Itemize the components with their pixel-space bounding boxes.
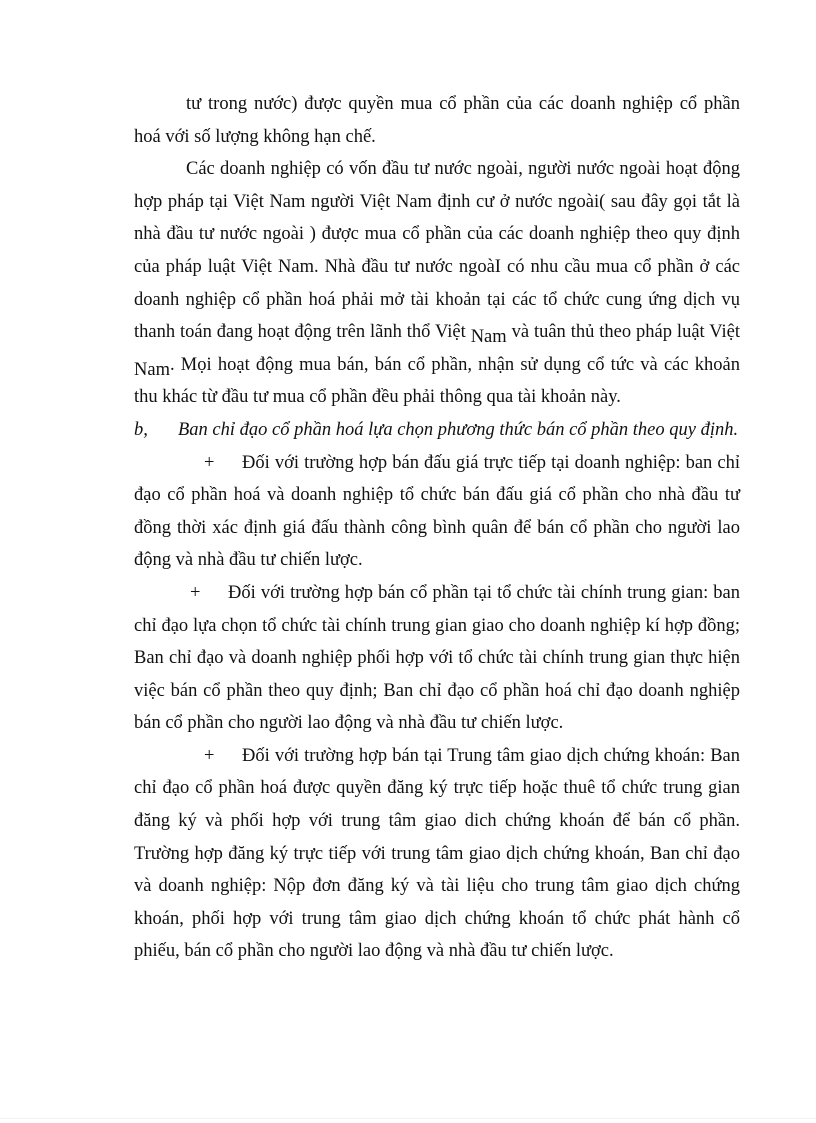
subheading-b	[134, 414, 740, 447]
paragraph-text: tư trong nước) được quyền mua cổ phần của các doanh nghiệp cổ phần hoá với số lượng không hạn chế.	[134, 94, 740, 147]
paragraph-text: . Mọi hoạt động mua bán, bán cổ phần, nhận sử dụng cổ tức và các khoản thu khác từ đầu tư mua cổ phần đều phải thông qua tài khoản này.	[134, 354, 740, 408]
bullet-text: Đối với trường hợp bán tại Trung tâm giao dịch chứng khoán: Ban chỉ đạo cổ phần hoá được quyền đăng ký trực tiếp hoặc thuê tổ chức trung gian đăng ký và phối hợp với trung tâm giao dich chứng khoán để bán cổ phần. Trường hợp đăng ký trực tiếp với trung tâm giao dịch chứng khoán, Ban chỉ đạo và doanh nghiệp: Nộp đơn đăng ký và tài liệu cho trung tâm giao dịch chứng khoán, phối hợp với trung tâm giao dịch chứng khoán tổ chức phát hành cổ phiếu, bán cổ phần cho người lao động và nhà đầu tư chiến lược.	[134, 745, 740, 962]
bullet-securities-center	[134, 740, 740, 968]
page-bottom-edge	[0, 1118, 816, 1119]
country-name-lowered: Nam	[134, 359, 170, 380]
country-name-lowered: Nam	[470, 327, 507, 348]
subheading-label: b,	[134, 419, 148, 440]
paragraph-text: và tuân thủ theo pháp luật Việt	[506, 322, 740, 343]
subheading-text: Ban chỉ đạo cổ phần hoá lựa chọn phương thức bán cổ phần theo quy định.	[178, 419, 739, 440]
plus-bullet: +	[204, 452, 215, 473]
paragraph-text: Các doanh nghiệp có vốn đầu tư nước ngoài, người nước ngoài hoạt động hợp pháp tại Việt Nam người Việt Nam định cư ở nước ngoài( sau đây gọi tắt là nhà đầu tư nước ngoài ) được mua cổ phần của các doanh nghiệp theo quy định của pháp luật Việt Nam. Nhà đầu tư nước ngoàI có nhu cầu mua cổ phần ở các doanh nghiệp cổ phần hoá phải mở tài khoản tại các tổ chức cung ứng dịch vụ thanh toán đang hoạt động trên lãnh thổ Việt	[134, 159, 740, 343]
paragraph-continuation	[134, 88, 740, 153]
bullet-text: Đối với trường hợp bán cổ phần tại tổ chức tài chính trung gian: ban chỉ đạo lựa chọn tổ chức tài chính trung gian giao cho doanh nghiệp kí hợp đồng; Ban chỉ đạo và doanh nghiệp phối hợp với tổ chức tài chính trung gian thực hiện việc bán cổ phần theo quy định; Ban chỉ đạo cổ phần hoá chỉ đạo doanh nghiệp bán cổ phần cho người lao động và nhà đầu tư chiến lược.	[134, 582, 740, 734]
bullet-financial-intermediary	[134, 577, 740, 740]
document-page	[134, 88, 740, 968]
paragraph-foreign-investors	[134, 153, 740, 414]
bullet-auction	[134, 447, 740, 577]
plus-bullet: +	[204, 745, 215, 766]
plus-bullet: +	[190, 582, 201, 603]
bullet-text: Đối với trường hợp bán đấu giá trực tiếp tại doanh nghiệp: ban chỉ đạo cổ phần hoá và doanh nghiệp tổ chức bán đấu giá cổ phần cho nhà đầu tư đồng thời xác định giá đấu thành công bình quân để bán cổ phần cho người lao động và nhà đầu tư chiến lược.	[134, 452, 740, 571]
